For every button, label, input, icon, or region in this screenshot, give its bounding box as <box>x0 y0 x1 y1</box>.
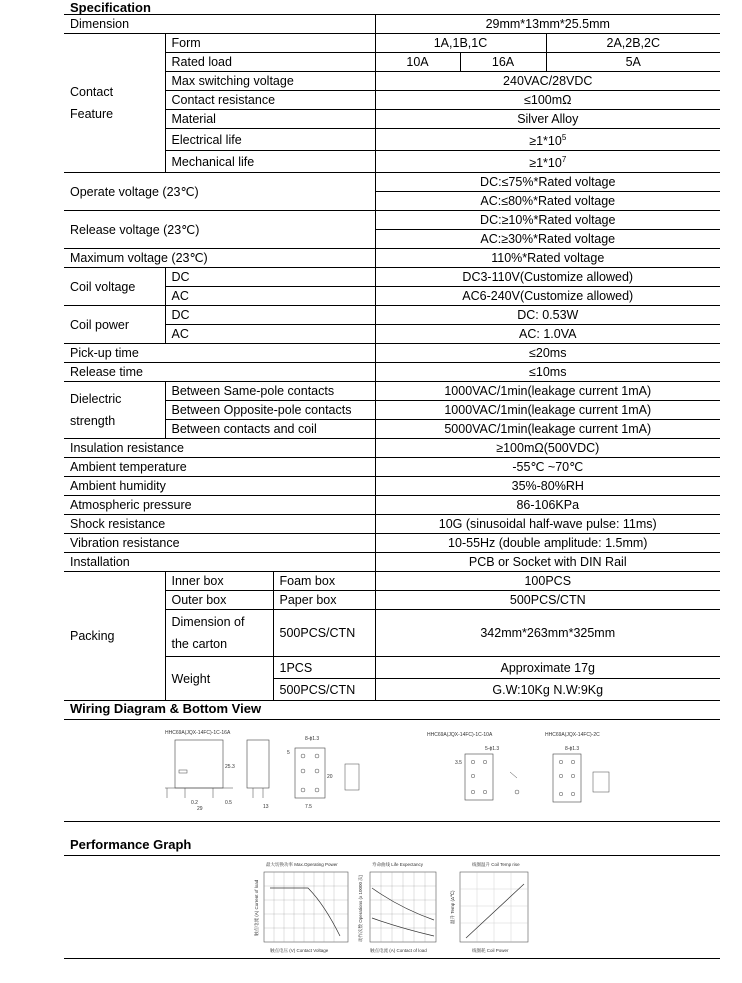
wiring-diagram <box>155 726 625 818</box>
schematic-symbol <box>510 772 517 778</box>
pin-hole <box>471 790 475 794</box>
dim-label: 0.5 <box>225 800 232 806</box>
dim-label: 0.2 <box>191 800 198 806</box>
pin-hole <box>315 788 319 792</box>
row-label: Mechanical life <box>165 151 375 173</box>
row-value: AC:≤80%*Rated voltage <box>375 192 720 211</box>
row-type: 500PCS/CTN <box>273 610 375 657</box>
dielectric-label: Dielectric strength <box>64 382 165 439</box>
row-label: Dimension <box>64 15 165 34</box>
row-value: 16A <box>460 53 546 72</box>
graph-1-grid <box>264 872 348 942</box>
row-value: ≤100mΩ <box>375 91 720 110</box>
wiring-diagram-title: Wiring Diagram & Bottom View <box>70 701 262 716</box>
graph-2-ylabel: 动作次数 Operations (x 10000 次) <box>358 874 363 942</box>
table-row <box>64 344 720 363</box>
row-value: 35%-80%RH <box>375 477 720 496</box>
section-divider <box>64 719 720 720</box>
row-label: Shock resistance <box>64 515 375 534</box>
pin-hole <box>571 792 575 796</box>
schematic-symbol <box>345 764 359 790</box>
diagram-1-title: HHC69A(JQX-14FC)-1C-16A <box>165 730 231 736</box>
pin-hole <box>315 769 319 773</box>
dim-label: 13 <box>263 804 269 810</box>
table-row <box>64 34 720 53</box>
row-value: Silver Alloy <box>375 110 720 129</box>
graph-3-ylabel: 温升 Temp (Δ℃) <box>450 890 455 924</box>
row-value: DC3-110V(Customize allowed) <box>375 268 720 287</box>
bottom-view <box>295 748 325 798</box>
row-label: Atmospheric pressure <box>64 496 375 515</box>
graph-2-title: 寿命曲线 Life Expectancy <box>372 862 424 867</box>
row-value: AC6-240V(Customize allowed) <box>375 287 720 306</box>
table-row <box>64 382 720 401</box>
row-value: $\ge 1*10^7$ <box>375 151 720 173</box>
row-sublabel: DC <box>165 268 375 287</box>
dim-label: 3.5 <box>455 760 462 766</box>
table-row <box>64 268 720 287</box>
row-value: 10G (sinusoidal half-wave pulse: 11ms) <box>375 515 720 534</box>
row-sublabel: DC <box>165 306 375 325</box>
row-value: 1000VAC/1min(leakage current 1mA) <box>375 401 720 420</box>
row-value: 110%*Rated voltage <box>375 249 720 268</box>
carton-dimension-label: Dimension of the carton <box>165 610 273 657</box>
row-sublabel: Weight <box>165 657 273 701</box>
table-row <box>64 211 720 230</box>
table-row <box>64 306 720 325</box>
specification-table <box>64 14 720 701</box>
row-value: 240VAC/28VDC <box>375 72 720 91</box>
pin-hole <box>471 760 475 764</box>
row-value: 342mm*263mm*325mm <box>375 610 720 657</box>
row-sublabel: Outer box <box>165 591 273 610</box>
row-value: 1000VAC/1min(leakage current 1mA) <box>375 382 720 401</box>
dim-label: 5-ϕ1.3 <box>485 746 500 752</box>
table-row <box>64 477 720 496</box>
row-sublabel: Inner box <box>165 572 273 591</box>
row-label: Ambient humidity <box>64 477 375 496</box>
row-sublabel: Between Same-pole contacts <box>165 382 375 401</box>
diagram-2-title: HHC69A(JQX-14FC)-1C-10A <box>427 732 493 738</box>
contact-feature-label: Contact Feature <box>64 34 165 173</box>
row-value: AC:≥30%*Rated voltage <box>375 230 720 249</box>
row-label: Coil power <box>64 306 165 344</box>
row-value: DC: 0.53W <box>375 306 720 325</box>
row-value: Approximate 17g <box>375 657 720 679</box>
row-type: 1PCS <box>273 657 375 679</box>
specification-title: Specification <box>70 0 151 15</box>
table-row <box>64 553 720 572</box>
bottom-view <box>465 754 493 800</box>
section-divider <box>64 855 720 856</box>
dim-label: 8-ϕ1.3 <box>305 736 320 742</box>
bottom-view <box>553 754 581 802</box>
row-label: Packing <box>64 572 165 701</box>
row-label: Pick-up time <box>64 344 375 363</box>
row-value: 500PCS/CTN <box>375 591 720 610</box>
pin-hole <box>301 754 305 758</box>
table-row <box>64 249 720 268</box>
graph-3-curve <box>466 884 524 938</box>
pin-hole <box>483 790 487 794</box>
row-value: ≥100mΩ(500VDC) <box>375 439 720 458</box>
row-label: Material <box>165 110 375 129</box>
pin-hole <box>483 760 487 764</box>
row-value: PCB or Socket with DIN Rail <box>375 553 720 572</box>
graph-1-title: 最大切换功率 Max.Operating Power <box>266 862 338 867</box>
graph-2-xlabel: 触点电流 (A) Contact of load <box>370 948 427 953</box>
schematic-symbol <box>593 772 609 792</box>
pin-hole <box>559 760 563 764</box>
row-value: ≤20ms <box>375 344 720 363</box>
row-label: Release time <box>64 363 375 382</box>
graph-1-ylabel: 触点电流 (A) Current of load <box>254 879 259 936</box>
row-label: Electrical life <box>165 129 375 151</box>
row-value: 2A,2B,2C <box>546 34 720 53</box>
pin-hole <box>571 774 575 778</box>
row-label: Maximum voltage (23℃) <box>64 249 375 268</box>
table-row <box>64 439 720 458</box>
dim-label: 8-ϕ1.3 <box>565 746 580 752</box>
row-value: AC: 1.0VA <box>375 325 720 344</box>
table-row <box>64 515 720 534</box>
dim-label: 25.3 <box>225 764 235 770</box>
pin-hole <box>301 788 305 792</box>
dim-label: 7.5 <box>305 804 312 810</box>
pin-hole <box>301 769 305 773</box>
dim-label: 29 <box>197 806 203 812</box>
row-label: Coil voltage <box>64 268 165 306</box>
row-value: 5A <box>546 53 720 72</box>
row-value: ≤10ms <box>375 363 720 382</box>
graph-1-curve <box>270 888 340 936</box>
row-value: DC:≤75%*Rated voltage <box>375 173 720 192</box>
section-divider <box>64 821 720 822</box>
row-value: G.W:10Kg N.W:9Kg <box>375 679 720 701</box>
graph-3-grid <box>460 872 528 942</box>
pin-hole <box>559 774 563 778</box>
row-label: Rated load <box>165 53 375 72</box>
row-sublabel: AC <box>165 325 375 344</box>
row-value: -55℃ ~70℃ <box>375 458 720 477</box>
dim-label: 5 <box>287 750 290 756</box>
relay-outline <box>175 740 223 788</box>
section-divider <box>64 958 720 959</box>
row-label: Release voltage (23℃) <box>64 211 375 249</box>
row-value: 29mm*13mm*25.5mm <box>375 15 720 34</box>
row-sublabel: AC <box>165 287 375 306</box>
row-value: 100PCS <box>375 572 720 591</box>
graph-3-title: 线圈温升 Coil Temp rise <box>472 862 520 867</box>
table-row <box>64 496 720 515</box>
row-label: Max switching voltage <box>165 72 375 91</box>
pin-hole <box>315 754 319 758</box>
table-row <box>64 173 720 192</box>
row-label: Installation <box>64 553 375 572</box>
pin-hole <box>559 792 563 796</box>
dim-label: 20 <box>327 774 333 780</box>
row-label: Ambient temperature <box>64 458 375 477</box>
row-value: DC:≥10%*Rated voltage <box>375 211 720 230</box>
table-row <box>64 458 720 477</box>
pin-hole <box>571 760 575 764</box>
row-label: Vibration resistance <box>64 534 375 553</box>
performance-graphs <box>250 858 540 956</box>
graph-3-xlabel: 线圈耗 Coil Power <box>472 948 509 953</box>
relay-detail <box>179 770 187 773</box>
row-value: 5000VAC/1min(leakage current 1mA) <box>375 420 720 439</box>
row-value: $\ge 1*10^5$ <box>375 129 720 151</box>
row-value: 10-55Hz (double amplitude: 1.5mm) <box>375 534 720 553</box>
row-value: 10A <box>375 53 460 72</box>
relay-side <box>247 740 269 788</box>
row-type: 500PCS/CTN <box>273 679 375 701</box>
row-sublabel: Between contacts and coil <box>165 420 375 439</box>
table-row <box>64 15 720 34</box>
row-label: Form <box>165 34 375 53</box>
row-type: Foam box <box>273 572 375 591</box>
row-label: Contact resistance <box>165 91 375 110</box>
row-value: 1A,1B,1C <box>375 34 546 53</box>
pin-hole <box>471 774 475 778</box>
diagram-3-title: HHC69A(JQX-14FC)-2C <box>545 732 600 738</box>
graph-1-xlabel: 触点电压 (V) Contact Voltage <box>270 948 329 953</box>
row-sublabel: Between Opposite-pole contacts <box>165 401 375 420</box>
graph-1-frame <box>264 872 348 942</box>
table-row <box>64 534 720 553</box>
row-type: Paper box <box>273 591 375 610</box>
performance-graph-title: Performance Graph <box>70 837 192 852</box>
table-row <box>64 363 720 382</box>
row-label: Operate voltage (23℃) <box>64 173 375 211</box>
row-value: 86-106KPa <box>375 496 720 515</box>
table-row <box>64 572 720 591</box>
schematic-symbol <box>515 790 519 794</box>
row-label: Insulation resistance <box>64 439 375 458</box>
